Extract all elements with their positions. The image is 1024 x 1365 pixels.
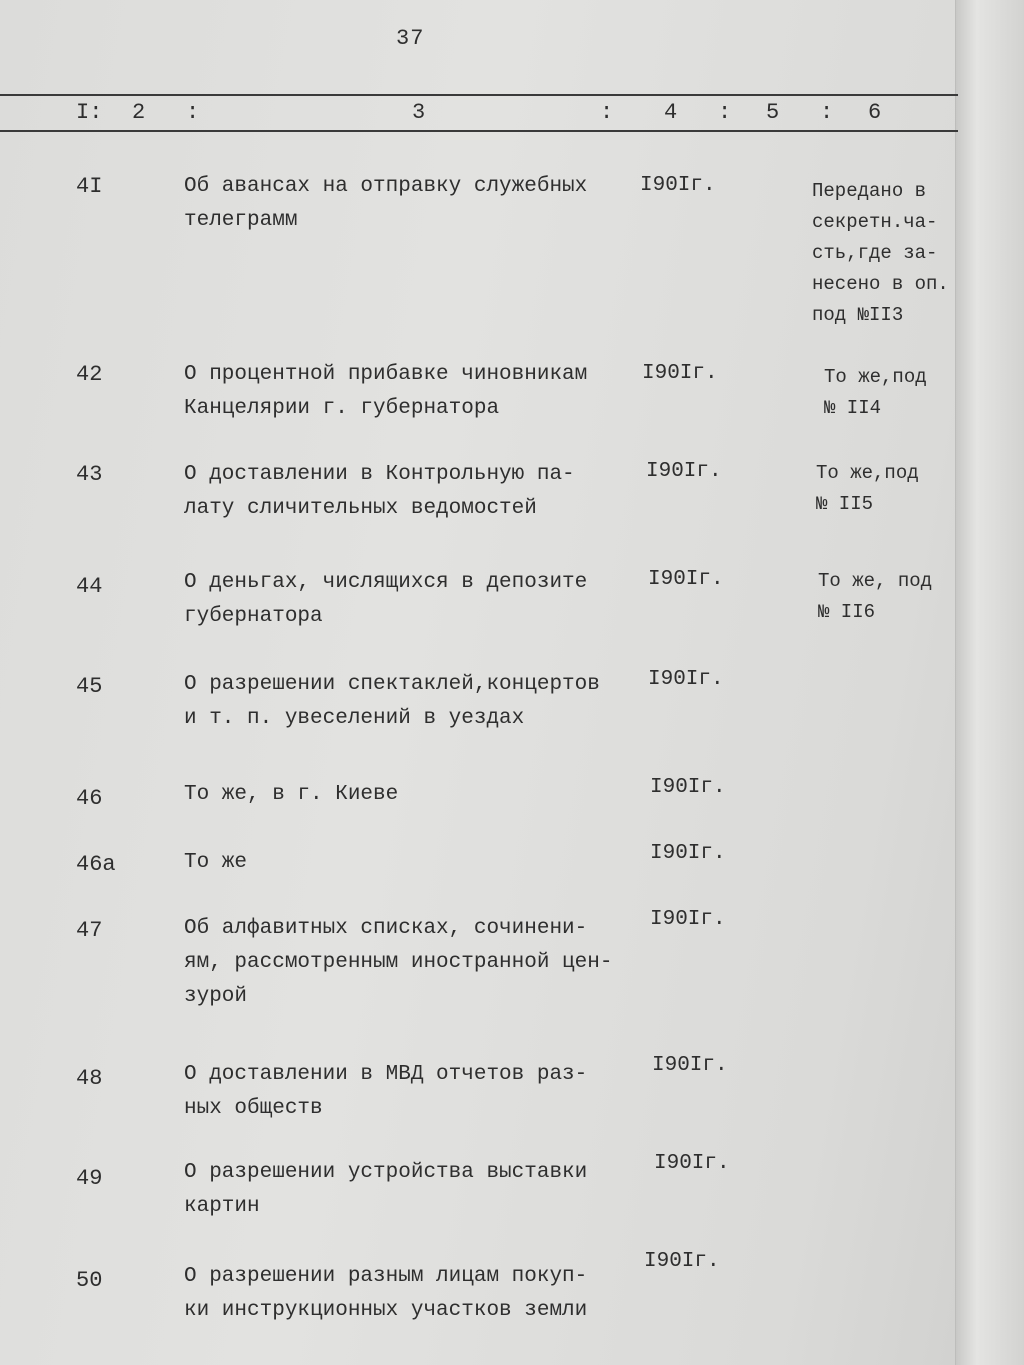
header-separator: :	[718, 100, 732, 125]
row-title: О разрешении разным лицам покуп- ки инструкционных участков земли	[184, 1265, 588, 1322]
row-title: Об авансах на отправку служебных телеграмм	[184, 175, 588, 232]
row-title: О разрешении спектаклей,концертов и т. п. увеселений в уездах	[184, 673, 600, 730]
row-number: 44	[76, 574, 103, 599]
row-date: I90Iг.	[644, 1250, 720, 1273]
row-title: О процентной прибавке чиновникам Канцелярии г. губернатора	[184, 363, 588, 420]
page-edge	[955, 0, 1024, 1365]
row-date: I90Iг.	[648, 568, 724, 591]
row-number: 46а	[76, 852, 116, 877]
row-note: Передано в секретн.ча- сть,где за- несено в оп. под №II3	[812, 180, 949, 326]
header-separator: :	[820, 100, 834, 125]
row-number: 42	[76, 362, 103, 387]
row-title: То же, в г. Киеве	[184, 783, 399, 806]
row-number: 4I	[76, 174, 103, 199]
row-number: 49	[76, 1166, 103, 1191]
row-note: То же,под № II4	[824, 366, 927, 419]
row-date: I90Iг.	[652, 1054, 728, 1077]
row-date: I90Iг.	[648, 668, 724, 691]
header-col-2: 2	[132, 100, 146, 125]
header-col-4: 4	[664, 100, 678, 125]
row-number: 43	[76, 462, 103, 487]
row-title: О доставлении в Контрольную па- лату сличительных ведомостей	[184, 463, 575, 520]
row-title: То же	[184, 851, 248, 874]
header-rule-bottom	[0, 130, 958, 132]
row-note: То же, под № II6	[818, 570, 933, 623]
header-col-6: 6	[868, 100, 882, 125]
header-separator: :	[600, 100, 614, 125]
header-rule-top	[0, 94, 958, 96]
row-number: 45	[76, 674, 103, 699]
row-date: I90Iг.	[650, 842, 726, 865]
row-note: То же,под № II5	[816, 462, 919, 515]
row-date: I90Iг.	[646, 460, 722, 483]
row-number: 50	[76, 1268, 103, 1293]
row-number: 48	[76, 1066, 103, 1091]
row-title: О деньгах, числящихся в депозите губернатора	[184, 571, 588, 628]
header-col-1: I:	[76, 100, 103, 125]
row-title: О доставлении в МВД отчетов раз- ных обществ	[184, 1063, 588, 1120]
row-number: 47	[76, 918, 103, 943]
row-title: О разрешении устройства выставки картин	[184, 1161, 588, 1218]
row-date: I90Iг.	[650, 776, 726, 799]
row-title: Об алфавитных списках, сочинени- ям, рассмотренным иностранной цен- зурой	[184, 917, 613, 1008]
header-col-5: 5	[766, 100, 780, 125]
row-date: I90Iг.	[640, 174, 716, 197]
page-number: 37	[396, 26, 425, 51]
row-date: I90Iг.	[654, 1152, 730, 1175]
row-date: I90Iг.	[642, 362, 718, 385]
row-date: I90Iг.	[650, 908, 726, 931]
row-number: 46	[76, 786, 103, 811]
header-col-3: 3	[412, 100, 426, 125]
header-separator: :	[186, 100, 200, 125]
